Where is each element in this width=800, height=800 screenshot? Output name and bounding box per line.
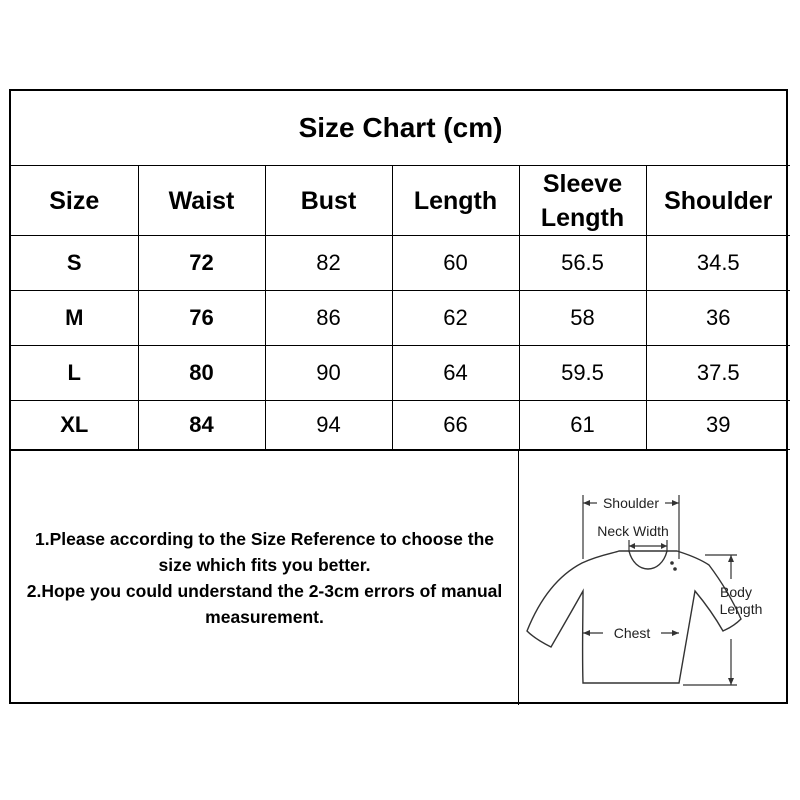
header-length: Length (392, 166, 519, 236)
size-cell: XL (11, 401, 138, 450)
length-cell: 66 (392, 401, 519, 450)
waist-cell: 80 (138, 346, 265, 401)
neck-width-label: Neck Width (597, 523, 669, 539)
shoulder-cell: 34.5 (646, 236, 790, 291)
size-chart (9, 89, 788, 704)
table-row (11, 236, 790, 291)
info-section (11, 450, 786, 705)
body-length-label-2: Length (719, 601, 763, 617)
size-cell: M (11, 291, 138, 346)
length-cell: 60 (392, 236, 519, 291)
sweater-diagram (519, 451, 786, 704)
header-bust: Bust (265, 166, 392, 236)
table-row (11, 291, 790, 346)
shoulder-cell: 37.5 (646, 346, 790, 401)
bust-cell: 86 (265, 291, 392, 346)
size-cell: L (11, 346, 138, 401)
shoulder-cell: 36 (646, 291, 790, 346)
sleeve-length-cell: 59.5 (519, 346, 646, 401)
header-row (11, 166, 790, 236)
length-cell: 64 (392, 346, 519, 401)
waist-cell: 84 (138, 401, 265, 450)
size-cell: S (11, 236, 138, 291)
header-waist: Waist (138, 166, 265, 236)
header-shoulder: Shoulder (646, 166, 790, 236)
chest-label: Chest (613, 625, 651, 641)
note-2: 2.Hope you could understand the 2-3cm errors of manual measurement. (26, 581, 503, 627)
measurement-diagram (519, 451, 786, 705)
sleeve-length-cell: 56.5 (519, 236, 646, 291)
waist-cell: 76 (138, 291, 265, 346)
chart-title: Size Chart (cm) (11, 91, 790, 166)
body-length-label-1: Body (720, 584, 752, 600)
bust-cell: 94 (265, 401, 392, 450)
sleeve-length-cell: 61 (519, 401, 646, 450)
header-size: Size (11, 166, 138, 236)
header-sleeve-length: Sleeve Length (519, 166, 646, 236)
sleeve-length-cell: 58 (519, 291, 646, 346)
table-row (11, 346, 790, 401)
shoulder-label: Shoulder (602, 495, 660, 511)
note-1: 1.Please according to the Size Reference to choose the size which fits you better. (34, 529, 495, 575)
size-table (11, 91, 790, 450)
size-notes (11, 451, 519, 705)
waist-cell: 72 (138, 236, 265, 291)
shoulder-cell: 39 (646, 401, 790, 450)
length-cell: 62 (392, 291, 519, 346)
table-row (11, 401, 790, 450)
bust-cell: 90 (265, 346, 392, 401)
bust-cell: 82 (265, 236, 392, 291)
